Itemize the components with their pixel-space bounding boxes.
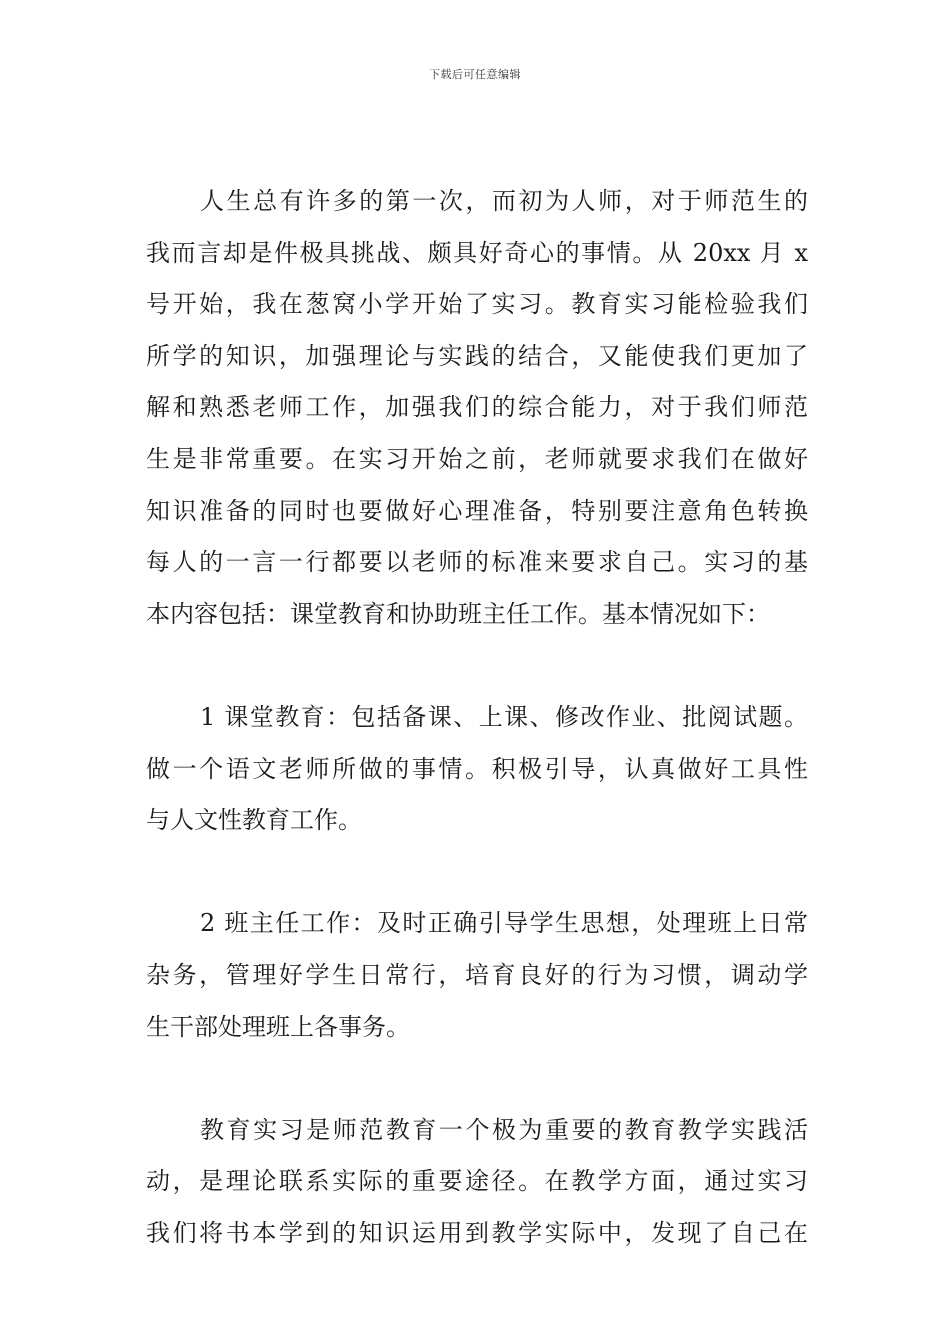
- paragraph-spacer: [146, 1053, 808, 1105]
- paragraph-line: 每人的一言一行都要以老师的标准来要求自己。实习的基: [146, 548, 808, 577]
- paragraph-spacer: [146, 640, 808, 692]
- paragraph-line: 知识准备的同时也要做好心理准备，特别要注意角色转换: [146, 496, 808, 525]
- paragraph-line: 1 课堂教育：包括备课、上课、修改作业、批阅试题。: [200, 702, 808, 731]
- document-body: [146, 176, 808, 1259]
- paragraph-line: 杂务，管理好学生日常行，培育良好的行为习惯，调动学: [146, 960, 808, 989]
- paragraph-line: 2 班主任工作：及时正确引导学生思想，处理班上日常: [200, 909, 808, 938]
- paragraph-line: 教育实习是师范教育一个极为重要的教育教学实践活: [200, 1115, 808, 1144]
- paragraph-spacer: [146, 847, 808, 899]
- paragraph-line: 我而言却是件极具挑战、颇具好奇心的事情。从 20xx 月 x: [146, 238, 808, 267]
- paragraph-line: 生是非常重要。在实习开始之前，老师就要求我们在做好: [146, 444, 808, 473]
- paragraph-line: 解和熟悉老师工作，加强我们的综合能力，对于我们师范: [146, 393, 808, 422]
- paragraph-line: 本内容包括：课堂教育和协助班主任工作。基本情况如下：: [146, 599, 770, 628]
- paragraph-line: 所学的知识，加强理论与实践的结合，又能使我们更加了: [146, 341, 808, 370]
- paragraph-line: 与人文性教育工作。: [146, 806, 362, 835]
- paragraph-line: 我们将书本学到的知识运用到教学实际中，发现了自己在: [146, 1218, 808, 1247]
- paragraph-line: 号开始，我在葱窝小学开始了实习。教育实习能检验我们: [146, 290, 808, 319]
- page-header: 下载后可任意编辑: [429, 68, 521, 81]
- paragraph-line: 生干部处理班上各事务。: [146, 1012, 410, 1041]
- paragraph-line: 动，是理论联系实际的重要途径。在教学方面，通过实习: [146, 1167, 808, 1196]
- paragraph-line: 人生总有许多的第一次，而初为人师，对于师范生的: [200, 187, 808, 215]
- paragraph-line: 做一个语文老师所做的事情。积极引导，认真做好工具性: [146, 754, 808, 783]
